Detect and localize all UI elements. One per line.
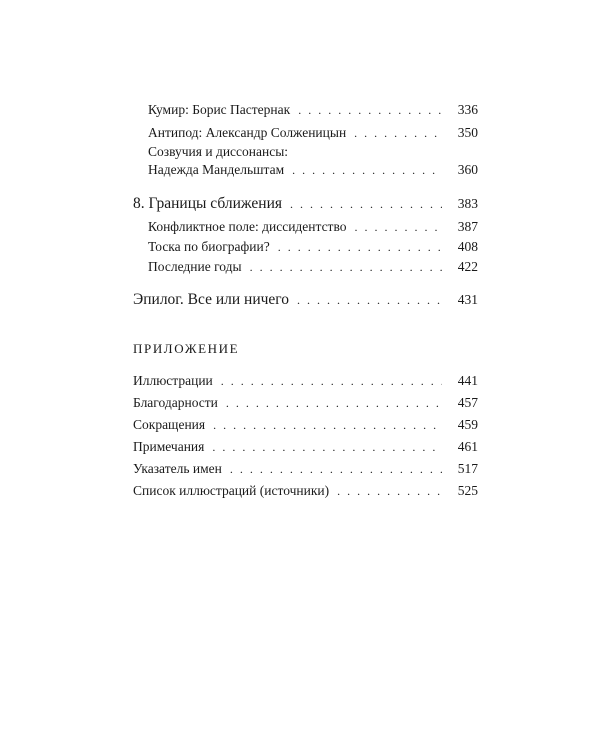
toc-page-number: 457 <box>457 395 478 410</box>
dot-leader <box>298 103 442 118</box>
toc-entry-label: Указатель имен <box>133 461 222 476</box>
toc-entry-label: Последние годы <box>148 259 242 274</box>
toc-entry-label: Благодарности <box>133 395 218 410</box>
toc-entry-label: Сокращения <box>133 417 206 432</box>
toc-appendix-index[interactable] <box>133 461 478 477</box>
toc-entry-solzhenitsyn[interactable] <box>148 125 478 141</box>
toc-page-number: 422 <box>457 259 478 274</box>
toc-entry-label: Конфликтное поле: диссидентство <box>148 219 347 234</box>
toc-appendix-illustrations[interactable] <box>133 373 478 389</box>
appendix-heading: ПРИЛОЖЕНИЕ <box>133 341 240 356</box>
toc-epilogue[interactable] <box>133 291 478 309</box>
toc-page-number: 383 <box>457 196 478 211</box>
toc-page-number: 525 <box>457 483 478 498</box>
dot-leader <box>212 440 442 455</box>
toc-epilogue-label: Эпилог. Все или ничего <box>133 291 290 308</box>
dot-leader <box>292 163 442 178</box>
toc-page-number: 431 <box>457 292 478 307</box>
toc-appendix-abbreviations[interactable] <box>133 417 478 433</box>
dot-leader <box>290 197 442 212</box>
toc-entry-label: Список иллюстраций (источники) <box>133 483 330 498</box>
toc-entry-pasternak[interactable] <box>148 102 478 118</box>
dot-leader <box>355 220 443 235</box>
toc-entry-mandelstam[interactable] <box>148 162 478 178</box>
toc-page-number: 360 <box>457 162 478 177</box>
toc-entry-label: Иллюстрации <box>133 373 213 388</box>
toc-entry-dissidents[interactable] <box>148 219 478 235</box>
toc-page-number: 441 <box>457 373 478 388</box>
toc-entry-biography[interactable] <box>148 239 478 255</box>
toc-page-number: 517 <box>457 461 478 476</box>
dot-leader <box>221 374 442 389</box>
toc-chapter-8[interactable] <box>133 195 478 213</box>
toc-entry-label: Надежда Мандельштам <box>148 162 285 177</box>
dot-leader <box>250 260 442 275</box>
toc-page-number: 387 <box>457 219 478 234</box>
toc-page-number: 459 <box>457 417 478 432</box>
toc-page-number: 408 <box>457 239 478 254</box>
dot-leader <box>278 240 442 255</box>
toc-appendix-illustration-sources[interactable] <box>133 483 478 499</box>
toc-entry-label: Антипод: Александр Солженицын <box>148 125 347 140</box>
toc-entry-label-line1: Созвучия и диссонансы: <box>148 144 289 159</box>
dot-leader <box>213 418 442 433</box>
toc-appendix-acknowledgements[interactable] <box>133 395 478 411</box>
toc-entry-label: Примечания <box>133 439 205 454</box>
toc-page-number: 350 <box>457 125 478 140</box>
dot-leader <box>226 396 442 411</box>
toc-chapter-label: 8. Границы сближения <box>133 195 282 212</box>
toc-appendix-notes[interactable] <box>133 439 478 455</box>
dot-leader <box>354 126 442 141</box>
dot-leader <box>297 293 442 308</box>
dot-leader <box>337 484 442 499</box>
toc-page-number: 461 <box>457 439 478 454</box>
toc-entry-label: Кумир: Борис Пастернак <box>148 102 291 117</box>
dot-leader <box>230 462 442 477</box>
toc-entry-last-years[interactable] <box>148 259 478 275</box>
toc-entry-label: Тоска по биографии? <box>148 239 270 254</box>
toc-page-number: 336 <box>457 102 478 117</box>
